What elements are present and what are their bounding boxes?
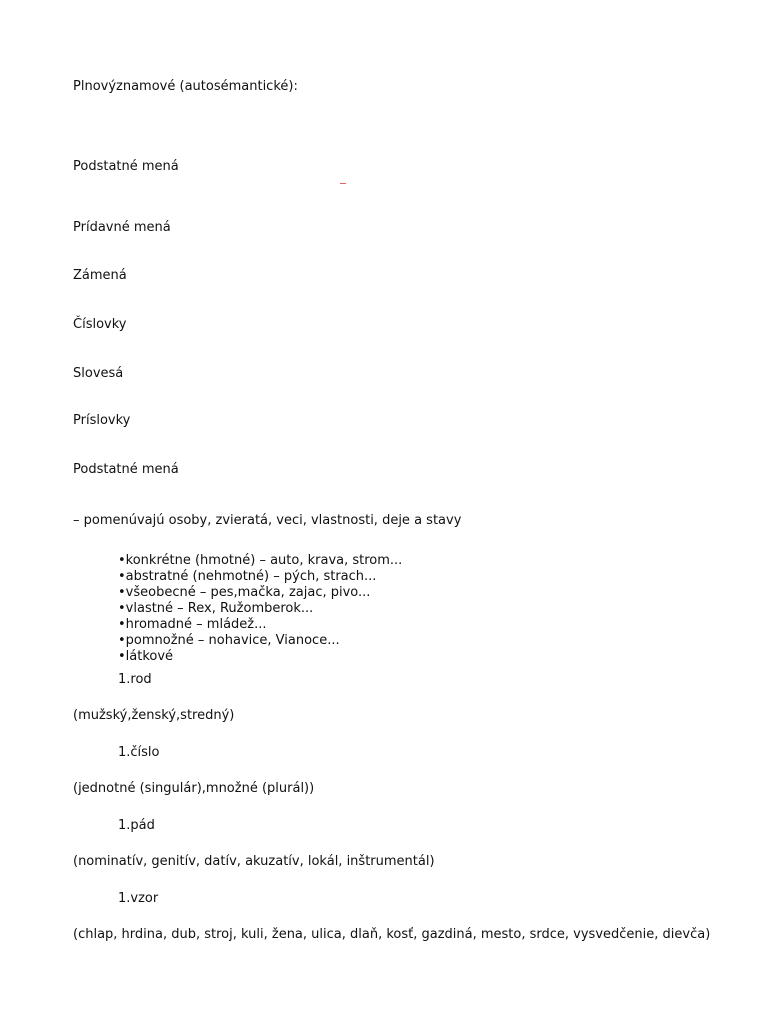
red-mark [340, 183, 346, 184]
category-label-gender: 1.rod [118, 672, 152, 687]
word-class-nouns: Podstatné mená [73, 159, 179, 174]
list-item: •vlastné – Rex, Ružomberok... [118, 601, 314, 616]
list-item: •pomnožné – nohavice, Vianoce... [118, 633, 340, 648]
list-item: •hromadné – mládež... [118, 617, 267, 632]
word-class-verbs: Slovesá [73, 366, 124, 381]
noun-types-list [118, 553, 402, 665]
list-item: •konkrétne (hmotné) – auto, krava, strom... [118, 553, 403, 568]
word-class-pronouns: Zámená [73, 268, 127, 283]
autosemantic-heading: Plnovýznamové (autosémantické): [73, 79, 298, 94]
category-label-number: 1.číslo [118, 745, 160, 760]
list-item: •látkové [118, 649, 174, 664]
list-item: •všeobecné – pes,mačka, zajac, pivo... [118, 585, 371, 600]
definition: – pomenúvajú osoby, zvieratá, veci, vlastnosti, deje a stavy [73, 513, 462, 528]
category-detail-number: (jednotné (singulár),množné (plurál)) [73, 781, 315, 796]
category-detail-pattern: (chlap, hrdina, dub, stroj, kuli, žena, ulica, dlaň, kosť, gazdiná, mesto, srdce, vysvedčenie, dievča) [73, 927, 711, 942]
word-class-numerals: Číslovky [73, 317, 127, 332]
category-detail-case: (nominatív, genitív, datív, akuzatív, lokál, inštrumentál) [73, 854, 435, 869]
word-class-adjectives: Prídavné mená [73, 220, 171, 235]
category-label-pattern: 1.vzor [118, 891, 159, 906]
section-title: Podstatné mená [73, 462, 179, 477]
list-item: •abstratné (nehmotné) – pých, strach... [118, 569, 377, 584]
category-label-case: 1.pád [118, 818, 155, 833]
word-class-adverbs: Príslovky [73, 413, 131, 428]
category-detail-gender: (mužský,ženský,stredný) [73, 708, 235, 723]
